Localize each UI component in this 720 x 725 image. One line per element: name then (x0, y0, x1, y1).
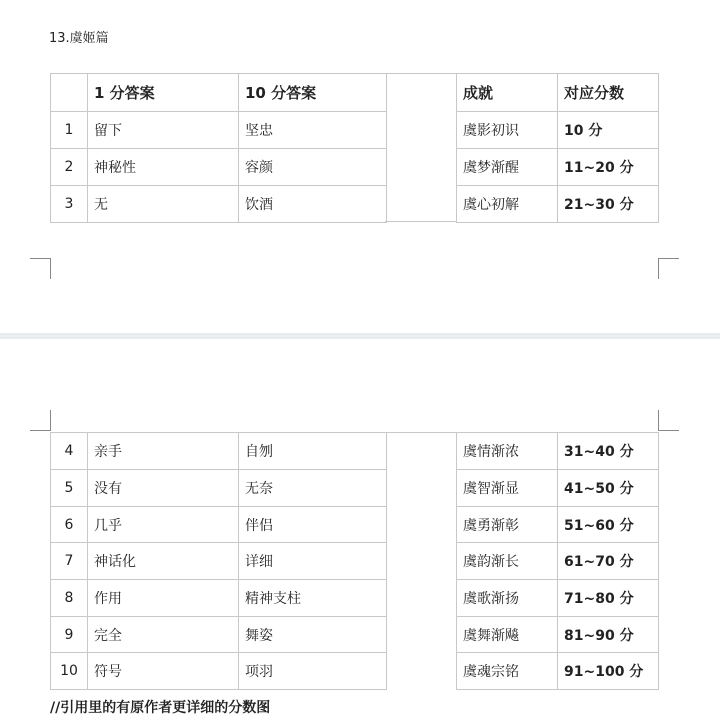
table-gap-cell (385, 432, 456, 688)
answer-1pt: 没有 (88, 470, 239, 507)
answer-1pt: 留下 (88, 112, 239, 149)
page-corner-mark (30, 258, 51, 279)
score-range: 10 分 (558, 112, 659, 149)
achievement-name: 虞魂宗铭 (457, 653, 558, 690)
row-no: 8 (51, 580, 88, 617)
achievement-name: 虞智渐显 (457, 470, 558, 507)
page-corner-mark (658, 410, 679, 431)
row-no: 10 (51, 653, 88, 690)
answer-1pt: 完全 (88, 617, 239, 653)
reference-note: //引用里的有原作者更详细的分数图 (50, 700, 271, 716)
answer-1pt: 符号 (88, 653, 239, 690)
header-10pt-answer: 10 分答案 (239, 74, 387, 112)
table-row (457, 149, 659, 186)
achievement-name: 虞勇渐彰 (457, 507, 558, 543)
row-no: 9 (51, 617, 88, 653)
score-range: 71~80 分 (558, 580, 659, 617)
table-row (457, 580, 659, 617)
page-corner-mark (30, 410, 51, 431)
score-range: 61~70 分 (558, 543, 659, 580)
answer-10pt: 自刎 (239, 433, 387, 470)
answers-table-1 (50, 73, 387, 223)
table-row (51, 653, 387, 690)
header-score: 对应分数 (558, 74, 659, 112)
score-range: 11~20 分 (558, 149, 659, 186)
header-1pt-answer: 1 分答案 (88, 74, 239, 112)
table-row (51, 433, 387, 470)
table-row (457, 617, 659, 653)
achievement-name: 虞韵渐长 (457, 543, 558, 580)
answer-10pt: 伴侣 (239, 507, 387, 543)
table-row (457, 653, 659, 690)
table-header-row (457, 74, 659, 112)
achievement-name: 虞心初解 (457, 186, 558, 223)
answer-10pt: 详细 (239, 543, 387, 580)
row-no: 4 (51, 433, 88, 470)
table-row (51, 507, 387, 543)
table-row (457, 507, 659, 543)
row-no: 3 (51, 186, 88, 223)
answer-1pt: 几乎 (88, 507, 239, 543)
score-range: 41~50 分 (558, 470, 659, 507)
table-gap-cell (385, 73, 456, 222)
achievement-name: 虞情渐浓 (457, 433, 558, 470)
table-row (457, 112, 659, 149)
table-row (457, 470, 659, 507)
table-row (51, 149, 387, 186)
table-row (51, 470, 387, 507)
answer-10pt: 舞姿 (239, 617, 387, 653)
answer-1pt: 无 (88, 186, 239, 223)
score-range: 31~40 分 (558, 433, 659, 470)
score-range: 51~60 分 (558, 507, 659, 543)
score-range: 81~90 分 (558, 617, 659, 653)
table-row (51, 112, 387, 149)
table-row (51, 543, 387, 580)
table-row (457, 543, 659, 580)
header-no (51, 74, 88, 112)
answer-1pt: 神秘性 (88, 149, 239, 186)
score-range: 21~30 分 (558, 186, 659, 223)
answer-10pt: 容颜 (239, 149, 387, 186)
answers-table-2 (50, 432, 387, 690)
table-row (51, 617, 387, 653)
achievement-name: 虞影初识 (457, 112, 558, 149)
answer-1pt: 亲手 (88, 433, 239, 470)
answer-1pt: 作用 (88, 580, 239, 617)
achievement-name: 虞梦渐醒 (457, 149, 558, 186)
answer-10pt: 坚忠 (239, 112, 387, 149)
score-range: 91~100 分 (558, 653, 659, 690)
achievements-table-2 (456, 432, 659, 690)
row-no: 5 (51, 470, 88, 507)
row-no: 7 (51, 543, 88, 580)
table-row (457, 433, 659, 470)
row-no: 2 (51, 149, 88, 186)
table-row (51, 580, 387, 617)
achievements-table-1 (456, 73, 659, 223)
section-title: 13.虞姬篇 (49, 31, 109, 46)
row-no: 1 (51, 112, 88, 149)
answer-10pt: 饮酒 (239, 186, 387, 223)
header-achievement: 成就 (457, 74, 558, 112)
page-corner-mark (658, 258, 679, 279)
table-header-row (51, 74, 387, 112)
answer-1pt: 神话化 (88, 543, 239, 580)
table-row (51, 186, 387, 223)
row-no: 6 (51, 507, 88, 543)
answer-10pt: 无奈 (239, 470, 387, 507)
achievement-name: 虞舞渐飚 (457, 617, 558, 653)
answer-10pt: 精神支柱 (239, 580, 387, 617)
answer-10pt: 项羽 (239, 653, 387, 690)
achievement-name: 虞歌渐扬 (457, 580, 558, 617)
table-row (457, 186, 659, 223)
